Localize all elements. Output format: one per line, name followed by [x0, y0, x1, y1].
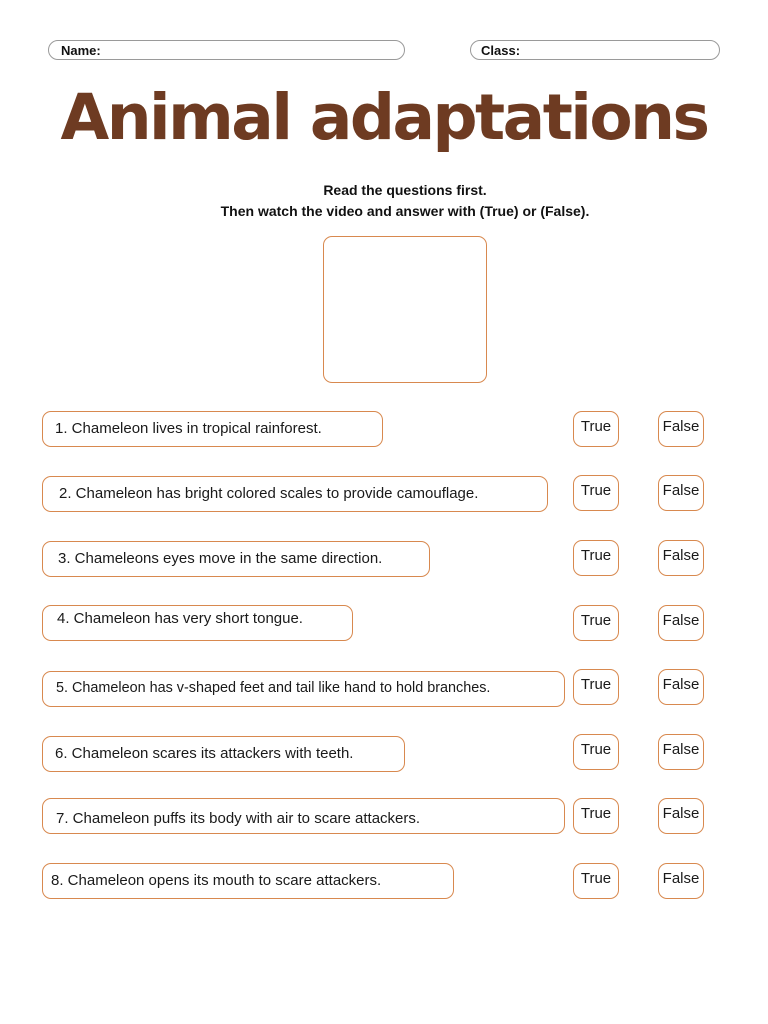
false-button-4[interactable]: False: [658, 605, 704, 641]
false-button-6[interactable]: False: [658, 734, 704, 770]
true-button-8[interactable]: True: [573, 863, 619, 899]
question-3: [42, 541, 430, 577]
false-button-5[interactable]: False: [658, 669, 704, 705]
true-button-4[interactable]: True: [573, 605, 619, 641]
question-text: 5. Chameleon has v-shaped feet and tail like hand to hold branches.: [56, 680, 491, 696]
true-button-6[interactable]: True: [573, 734, 619, 770]
class-field[interactable]: [470, 40, 720, 60]
instruction-line-2: Then watch the video and answer with (True) or (False).: [220, 203, 590, 219]
false-button-1[interactable]: False: [658, 411, 704, 447]
video-placeholder[interactable]: [323, 236, 487, 383]
true-button-7[interactable]: True: [573, 798, 619, 834]
false-button-7[interactable]: False: [658, 798, 704, 834]
question-text: 8. Chameleon opens its mouth to scare attackers.: [51, 872, 382, 889]
question-1: [42, 411, 383, 447]
question-7: [42, 798, 565, 834]
question-text: 3. Chameleons eyes move in the same direction.: [58, 550, 383, 567]
true-button-1[interactable]: True: [573, 411, 619, 447]
false-button-8[interactable]: False: [658, 863, 704, 899]
page-title: Animal adaptations: [60, 81, 708, 154]
question-text: 7. Chameleon puffs its body with air to scare attackers.: [56, 810, 421, 827]
true-button-2[interactable]: True: [573, 475, 619, 511]
question-text: 2. Chameleon has bright colored scales to provide camouflage.: [59, 485, 479, 502]
instruction-line-1: Read the questions first.: [323, 182, 487, 198]
false-button-3[interactable]: False: [658, 540, 704, 576]
question-2: [42, 476, 548, 512]
question-text: 4. Chameleon has very short tongue.: [57, 610, 303, 627]
true-button-5[interactable]: True: [573, 669, 619, 705]
question-4: [42, 605, 353, 641]
class-label: Class:: [481, 43, 521, 58]
question-text: 6. Chameleon scares its attackers with teeth.: [55, 745, 354, 762]
name-label: Name:: [61, 43, 101, 58]
question-text: 1. Chameleon lives in tropical rainforest.: [55, 420, 322, 437]
instructions: [0, 180, 768, 222]
question-8: [42, 863, 454, 899]
question-5: [42, 671, 565, 707]
question-6: [42, 736, 405, 772]
true-button-3[interactable]: True: [573, 540, 619, 576]
name-field[interactable]: [48, 40, 405, 60]
false-button-2[interactable]: False: [658, 475, 704, 511]
